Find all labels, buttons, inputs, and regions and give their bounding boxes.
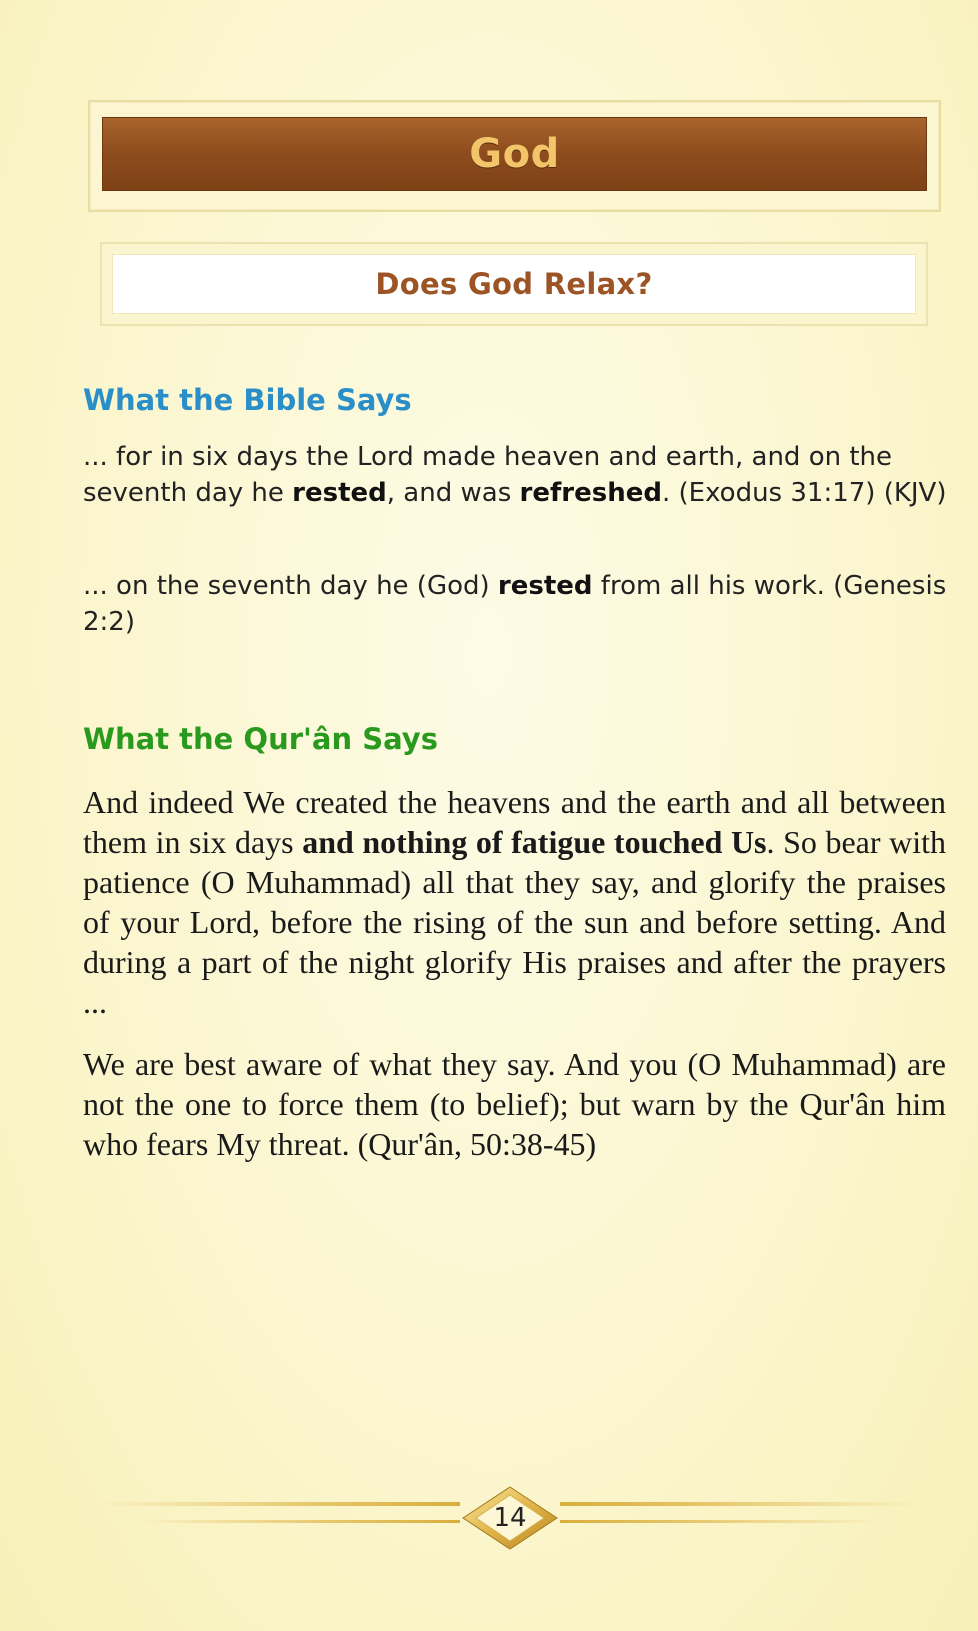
bible-passage-exodus-emphasis-refreshed: refreshed (519, 478, 662, 508)
chapter-title: God (469, 131, 560, 177)
bible-passage-genesis-text-1: ... on the seventh day he (God) (83, 571, 498, 601)
footer-ornament-line (140, 1520, 460, 1523)
chapter-title-bar (102, 117, 927, 191)
bible-passage-genesis (83, 568, 949, 640)
quran-passage-1-text-2: . So bear with patience (O Muhammad) all that they say, and glorify the praises of your Lord, before the rising of the sun and before setting. And during a part of the night glorify His praises and after the prayers ... (83, 824, 947, 1020)
bible-passage-genesis-text-2: from all his work. (Genesis 2:2) (83, 571, 947, 637)
chapter-header (88, 100, 941, 212)
bible-passage-exodus-text-3: . (Exodus 31:17) (KJV) (661, 478, 947, 508)
quran-passage-1 (83, 782, 946, 1022)
quran-passage-1-text-1: And indeed We created the heavens and the earth and all between them in six days (83, 784, 946, 860)
bible-passage-genesis-emphasis-rested: rested (497, 571, 593, 601)
page-number: 14 (493, 1503, 527, 1533)
footer-ornament-line (560, 1520, 880, 1523)
quran-passage-1-emphasis: and nothing of fatigue touched Us (302, 824, 767, 860)
quran-section-heading: What the Qur'ân Says (83, 722, 438, 756)
bible-passage-exodus-text-1: ... for in six days the Lord made heaven and earth, and on the seventh day he (83, 442, 893, 508)
bible-section-heading: What the Bible Says (83, 383, 412, 417)
topic-header (100, 242, 928, 326)
topic-title: Does God Relax? (375, 267, 653, 301)
footer-ornament-line (100, 1502, 460, 1506)
quran-passage-2: We are best aware of what they say. And you (O Muhammad) are not the one to force them (to belief); but warn by the Qur'ân him who fears My threat. (Qur'ân, 50:38-45) (83, 1046, 946, 1162)
bible-passage-exodus-emphasis-rested: rested (292, 478, 387, 508)
bible-passage-exodus (83, 439, 949, 511)
footer-ornament-line (560, 1502, 920, 1506)
bible-passage-exodus-text-2: , and was (386, 478, 520, 508)
topic-title-box (112, 254, 916, 314)
